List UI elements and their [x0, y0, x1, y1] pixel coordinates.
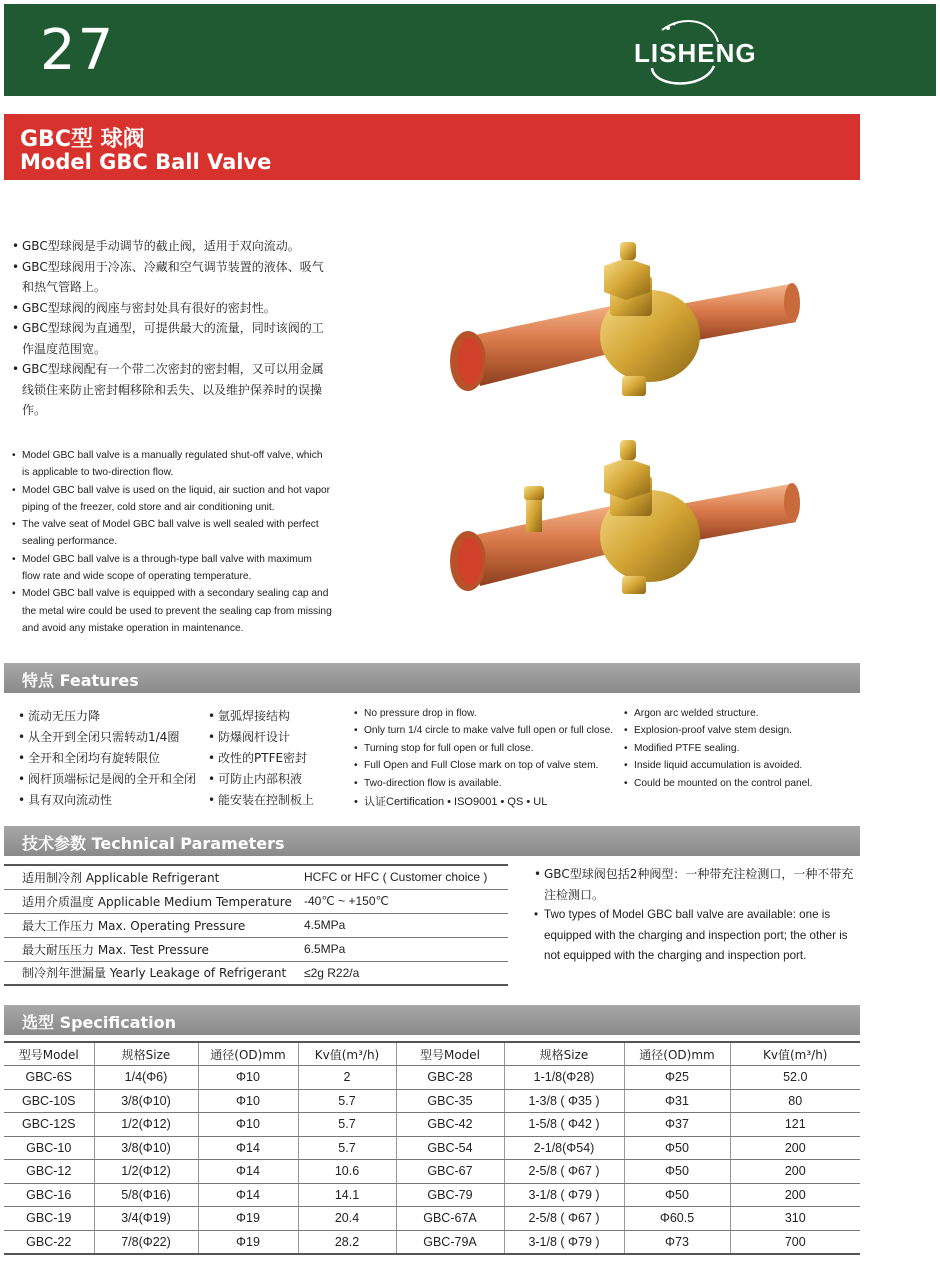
list-item: • Modified PTFE sealing. [624, 740, 856, 757]
technical-note-list [534, 864, 854, 967]
table-cell: GBC-35 [396, 1089, 504, 1113]
table-cell: GBC-67A [396, 1207, 504, 1231]
param-value: HCFC or HFC ( Customer choice ) [304, 865, 508, 889]
table-cell: Φ10 [198, 1113, 298, 1137]
table-row [4, 1207, 860, 1231]
column-header: Kv值(m³/h) [730, 1042, 860, 1066]
list-item: • 流动无压力降 [18, 706, 208, 727]
list-item: • Model GBC ball valve is equipped with a secondary sealing cap and the metal wire could be used to prevent the sealing cap from missing and avoid any mistake operation in maintenance. [12, 585, 332, 637]
list-item: • No pressure drop in flow. [354, 705, 626, 722]
table-cell: 14.1 [298, 1183, 396, 1207]
table-cell: Φ50 [624, 1183, 730, 1207]
table-row [4, 961, 508, 985]
param-label: 适用介质温度 Applicable Medium Temperature [4, 889, 304, 913]
param-value: 4.5MPa [304, 913, 508, 937]
table-cell: GBC-19 [4, 1207, 94, 1231]
table-cell: 3-1/8 ( Φ79 ) [504, 1183, 624, 1207]
list-item: • Could be mounted on the control panel. [624, 775, 856, 792]
table-row [4, 913, 508, 937]
table-cell: 700 [730, 1230, 860, 1254]
table-cell: GBC-12 [4, 1160, 94, 1184]
column-header: 规格Size [94, 1042, 198, 1066]
table-row [4, 937, 508, 961]
param-label: 制冷剂年泄漏量 Yearly Leakage of Refrigerant [4, 961, 304, 985]
features-cn-list-1 [18, 706, 208, 811]
table-cell: 52.0 [730, 1066, 860, 1090]
technical-title: 技术参数 Technical Parameters [22, 834, 285, 853]
list-item: • The valve seat of Model GBC ball valve is well sealed with perfect sealing performance. [12, 516, 332, 551]
param-label: 适用制冷剂 Applicable Refrigerant [4, 865, 304, 889]
logo-text: LISHENG [634, 38, 757, 68]
table-cell: GBC-10S [4, 1089, 94, 1113]
list-item: • Inside liquid accumulation is avoided. [624, 757, 856, 774]
table-cell: Φ10 [198, 1089, 298, 1113]
table-cell: 2-5/8 ( Φ67 ) [504, 1160, 624, 1184]
table-cell: Φ10 [198, 1066, 298, 1090]
table-cell: Φ31 [624, 1089, 730, 1113]
list-item: • Argon arc welded structure. [624, 705, 856, 722]
table-cell: Φ50 [624, 1160, 730, 1184]
table-cell: GBC-42 [396, 1113, 504, 1137]
table-cell: 121 [730, 1113, 860, 1137]
table-header-row [4, 1042, 860, 1066]
list-item: • 防爆阀杆设计 [208, 727, 348, 748]
table-cell: Φ19 [198, 1230, 298, 1254]
list-item: • 具有双向流动性 [18, 790, 208, 811]
list-item: • Model GBC ball valve is used on the liquid, air suction and hot vapor piping of the freezer, cold store and air conditioning unit. [12, 482, 332, 517]
table-cell: Φ14 [198, 1160, 298, 1184]
table-cell: 2 [298, 1066, 396, 1090]
table-cell: GBC-10 [4, 1136, 94, 1160]
list-item: • 改性的PTFE密封 [208, 748, 348, 769]
column-header: 型号Model [4, 1042, 94, 1066]
param-label: 最大工作压力 Max. Operating Pressure [4, 913, 304, 937]
table-cell: 3/8(Φ10) [94, 1089, 198, 1113]
column-header: Kv值(m³/h) [298, 1042, 396, 1066]
table-cell: 1/4(Φ6) [94, 1066, 198, 1090]
table-cell: 200 [730, 1183, 860, 1207]
technical-section-bar [4, 826, 860, 856]
param-value: -40℃ ~ +150℃ [304, 889, 508, 913]
table-cell: 2-1/8(Φ54) [504, 1136, 624, 1160]
table-cell: 200 [730, 1160, 860, 1184]
list-item: • 阀杆顶端标记是阀的全开和全闭 [18, 769, 208, 790]
table-cell: 5/8(Φ16) [94, 1183, 198, 1207]
list-item: • 全开和全闭均有旋转限位 [18, 748, 208, 769]
table-cell: Φ73 [624, 1230, 730, 1254]
features-title: 特点 Features [22, 671, 139, 690]
table-cell: 28.2 [298, 1230, 396, 1254]
table-cell: 1-1/8(Φ28) [504, 1066, 624, 1090]
page-number: 27 [40, 18, 116, 83]
ball-valve-image [440, 236, 810, 416]
table-cell: Φ60.5 [624, 1207, 730, 1231]
list-item: • Model GBC ball valve is a through-type ball valve with maximum flow rate and wide scope of operating temperature. [12, 551, 332, 586]
intro-chinese-list [12, 236, 332, 421]
table-cell: 5.7 [298, 1113, 396, 1137]
table-cell: Φ14 [198, 1183, 298, 1207]
list-item: • 能安装在控制板上 [208, 790, 348, 811]
list-item: • Explosion-proof valve stem design. [624, 722, 856, 739]
table-row [4, 1113, 860, 1137]
list-item: • Full Open and Full Close mark on top of valve stem. [354, 757, 626, 774]
list-item: • GBC型球阀用于冷冻、冷藏和空气调节装置的液体、吸气和热气管路上。 [12, 257, 332, 298]
table-row [4, 1230, 860, 1254]
list-item: • 氩弧焊接结构 [208, 706, 348, 727]
table-row [4, 1183, 860, 1207]
param-label: 最大耐压压力 Max. Test Pressure [4, 937, 304, 961]
column-header: 通径(OD)mm [624, 1042, 730, 1066]
table-cell: Φ25 [624, 1066, 730, 1090]
list-item: • GBC型球阀配有一个带二次密封的密封帽，又可以用金属线锁住来防止密封帽移除和丢失、以及维护保养时的误操作。 [12, 359, 332, 421]
specification-title: 选型 Specification [22, 1013, 177, 1032]
list-item: • GBC型球阀的阀座与密封处具有很好的密封性。 [12, 298, 332, 319]
intro-english-list [12, 447, 332, 637]
list-item: • 从全开到全闭只需转动1/4圈 [18, 727, 208, 748]
column-header: 型号Model [396, 1042, 504, 1066]
list-item: • GBC型球阀为直通型，可提供最大的流量，同时该阀的工作温度范围宽。 [12, 318, 332, 359]
table-cell: 5.7 [298, 1136, 396, 1160]
list-item: • Turning stop for full open or full close. [354, 740, 626, 757]
table-row [4, 889, 508, 913]
param-value: ≤2g R22/a [304, 961, 508, 985]
table-cell: 20.4 [298, 1207, 396, 1231]
table-cell: 80 [730, 1089, 860, 1113]
technical-parameters-table [4, 864, 508, 986]
table-cell: Φ37 [624, 1113, 730, 1137]
table-cell: 3-1/8 ( Φ79 ) [504, 1230, 624, 1254]
table-cell: 310 [730, 1207, 860, 1231]
table-cell: 10.6 [298, 1160, 396, 1184]
table-cell: GBC-54 [396, 1136, 504, 1160]
table-cell: 1/2(Φ12) [94, 1160, 198, 1184]
table-cell: GBC-79A [396, 1230, 504, 1254]
table-cell: 5.7 [298, 1089, 396, 1113]
table-row [4, 1066, 860, 1090]
ball-valve-with-port-image [440, 432, 810, 612]
certification-line: • 认证Certification • ISO9001 • QS • UL [354, 792, 626, 812]
features-en-list-1 [354, 705, 626, 812]
title-bar [4, 114, 860, 180]
table-row [4, 1089, 860, 1113]
table-cell: GBC-67 [396, 1160, 504, 1184]
table-row [4, 1160, 860, 1184]
table-cell: GBC-79 [396, 1183, 504, 1207]
table-cell: Φ19 [198, 1207, 298, 1231]
features-section-bar [4, 663, 860, 693]
table-cell: GBC-12S [4, 1113, 94, 1137]
table-row [4, 865, 508, 889]
table-cell: 3/4(Φ19) [94, 1207, 198, 1231]
table-cell: 3/8(Φ10) [94, 1136, 198, 1160]
title-chinese: GBC型 球阀 [20, 127, 145, 152]
table-cell: 2-5/8 ( Φ67 ) [504, 1207, 624, 1231]
features-en-list-2 [624, 705, 856, 792]
table-cell: GBC-6S [4, 1066, 94, 1090]
table-row [4, 1136, 860, 1160]
table-cell: GBC-16 [4, 1183, 94, 1207]
page-header [4, 4, 936, 96]
list-item: • 可防止内部积液 [208, 769, 348, 790]
list-item: • Only turn 1/4 circle to make valve full open or full close. [354, 722, 626, 739]
list-item: • Model GBC ball valve is a manually regulated shut-off valve, which is applicable to two-direction flow. [12, 447, 332, 482]
specification-section-bar [4, 1005, 860, 1035]
table-cell: GBC-22 [4, 1230, 94, 1254]
features-cn-list-2 [208, 706, 348, 811]
lisheng-logo [634, 16, 774, 88]
table-cell: 200 [730, 1136, 860, 1160]
table-cell: Φ14 [198, 1136, 298, 1160]
table-cell: GBC-28 [396, 1066, 504, 1090]
table-cell: Φ50 [624, 1136, 730, 1160]
table-cell: 1-3/8 ( Φ35 ) [504, 1089, 624, 1113]
specification-table [4, 1041, 860, 1255]
table-cell: 1-5/8 ( Φ42 ) [504, 1113, 624, 1137]
list-item: • GBC型球阀是手动调节的截止阀，适用于双向流动。 [12, 236, 332, 257]
title-english: Model GBC Ball Valve [20, 150, 272, 174]
param-value: 6.5MPa [304, 937, 508, 961]
table-cell: 7/8(Φ22) [94, 1230, 198, 1254]
table-cell: 1/2(Φ12) [94, 1113, 198, 1137]
note-english: • Two types of Model GBC ball valve are available: one is equipped with the charging and inspection port; the other is not equipped with the charging and inspection port. [534, 905, 854, 967]
note-chinese: • GBC型球阀包括2种阀型：一种带充注检测口，一种不带充注检测口。 [534, 864, 854, 905]
column-header: 规格Size [504, 1042, 624, 1066]
list-item: • Two-direction flow is available. [354, 775, 626, 792]
column-header: 通径(OD)mm [198, 1042, 298, 1066]
